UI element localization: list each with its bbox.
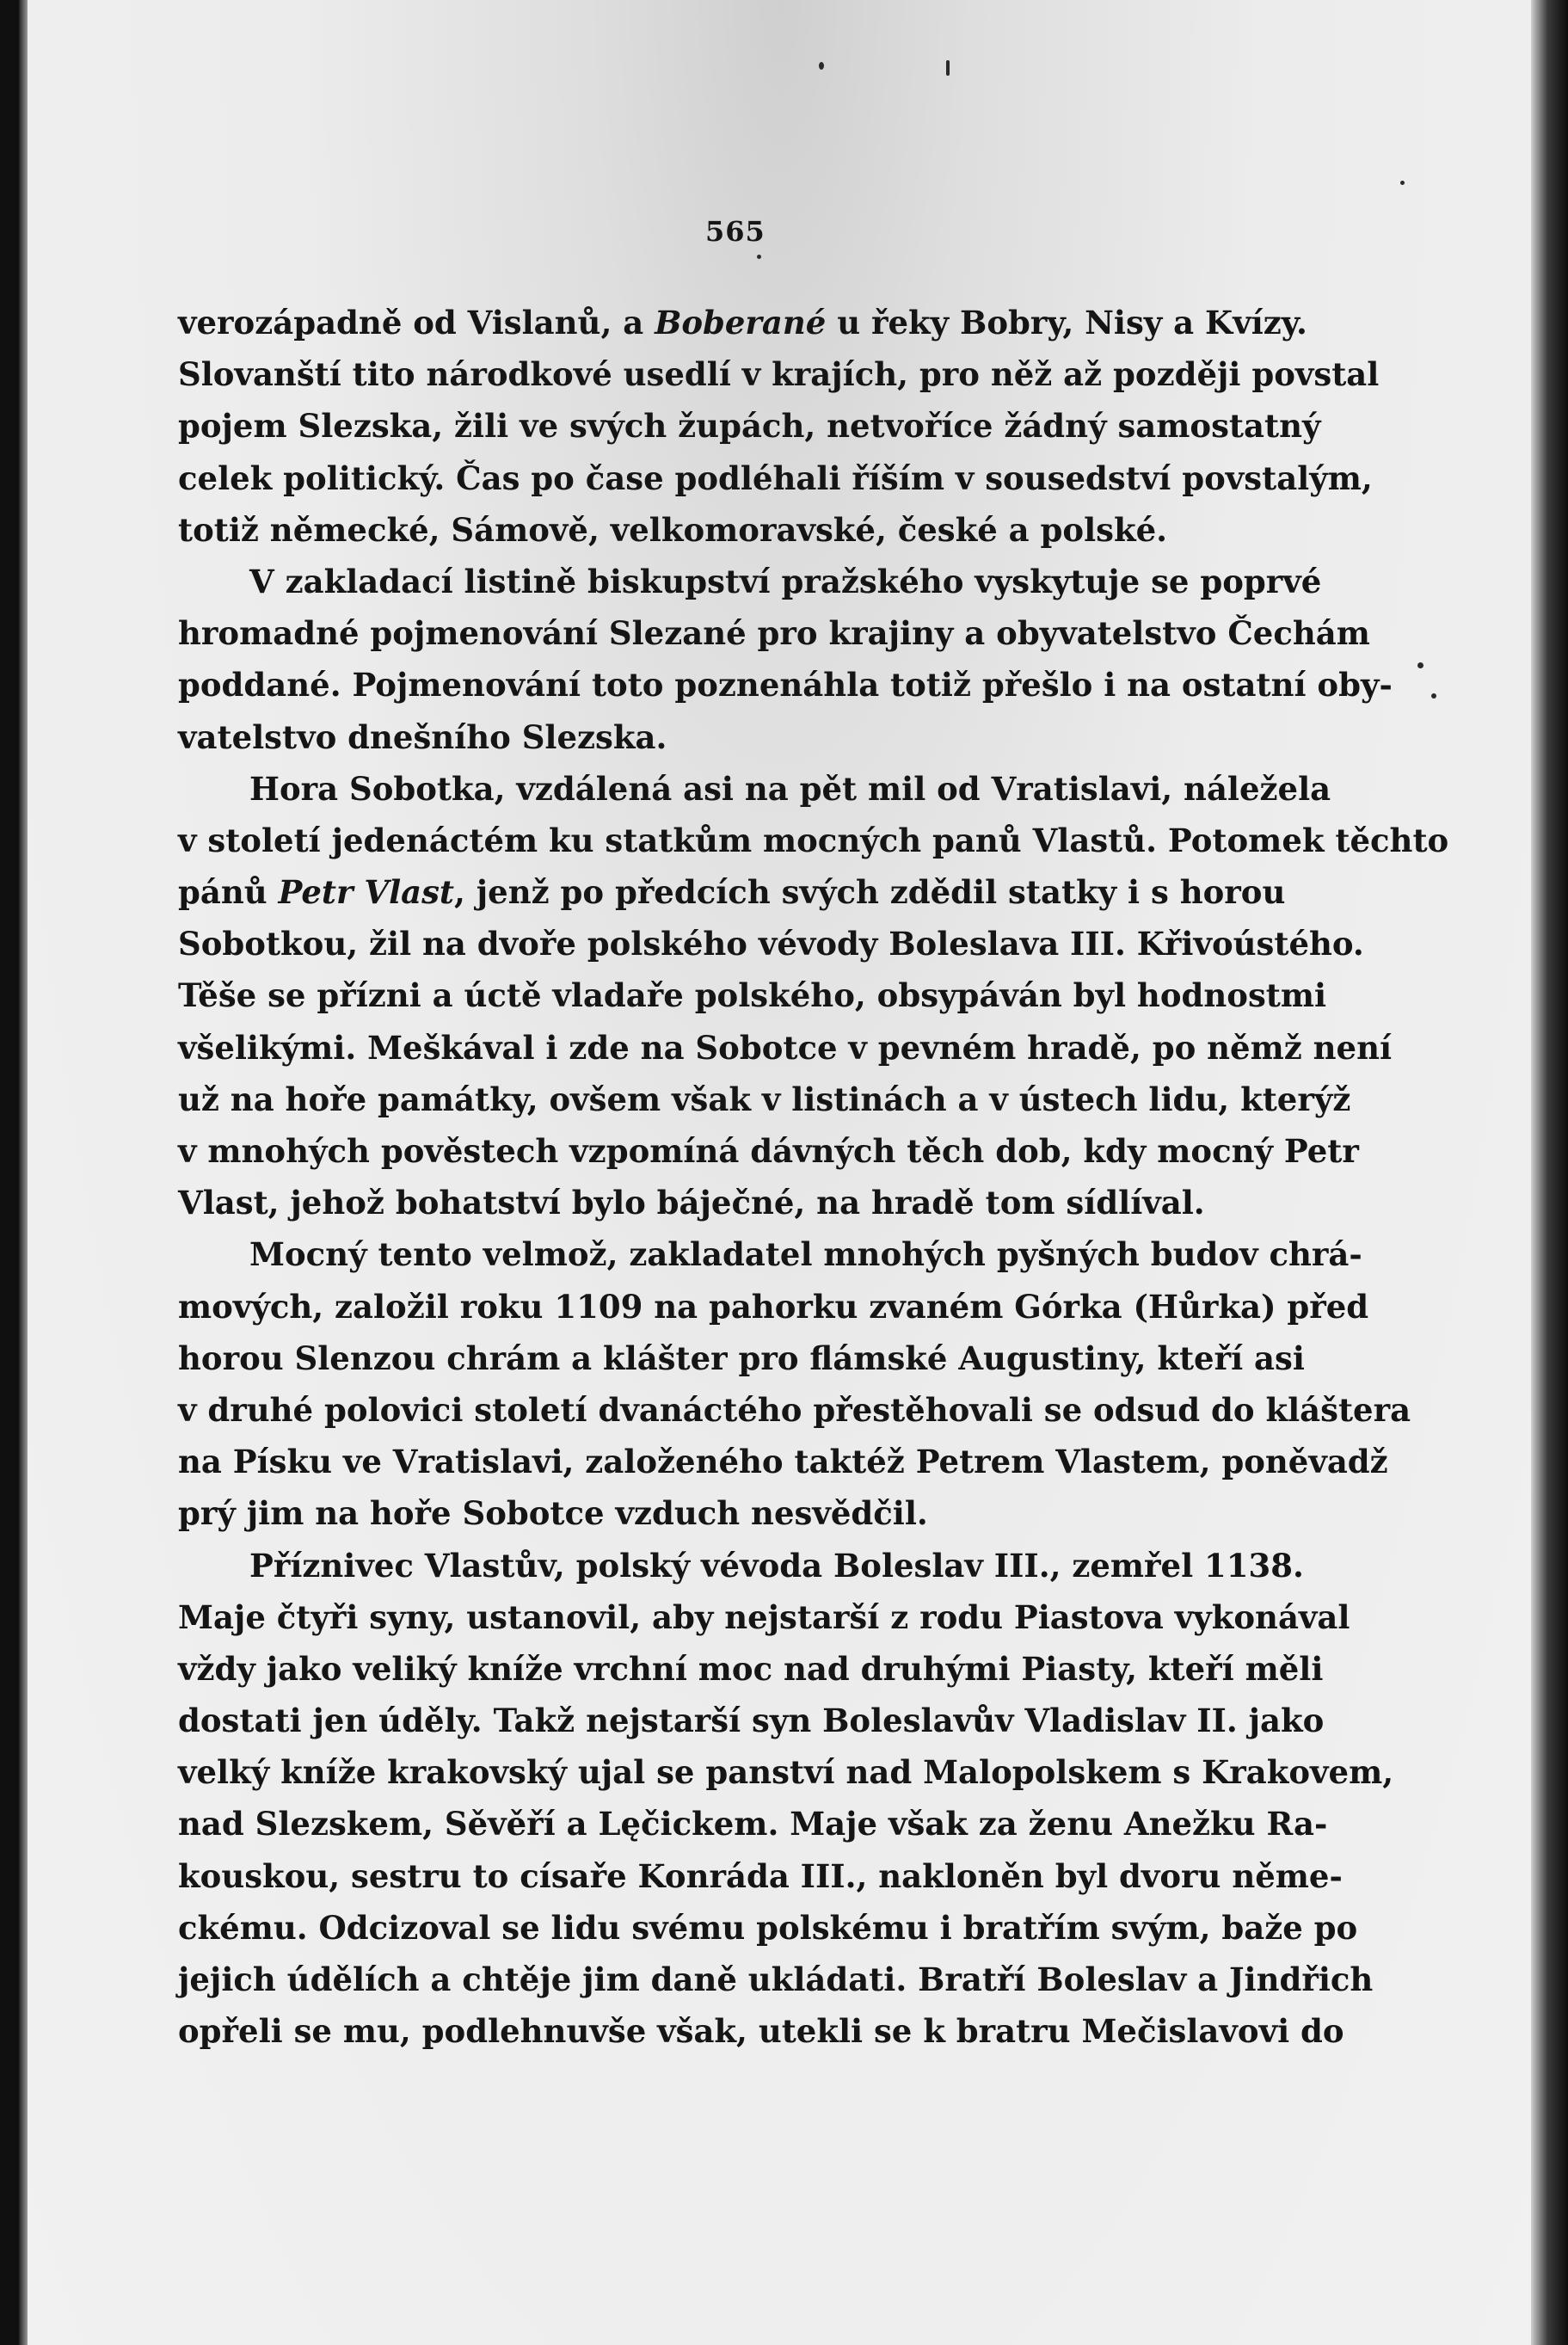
page-left-edge xyxy=(19,0,28,2345)
text-segment: Příznivec Vlastův, polský vévoda Boleslav III., zemřel 1138. xyxy=(249,1546,1304,1585)
scan-speck xyxy=(946,60,950,76)
text-line xyxy=(178,1487,1275,1539)
text-segment: u řeky Bobry, Nisy a Kvízy. xyxy=(826,304,1307,342)
text-line xyxy=(178,969,1327,1021)
text-line xyxy=(178,400,1321,452)
italic-name: Boberané xyxy=(655,304,827,342)
text-segment: kouskou, sestru to císaře Konráda III., nakloněn byl dvoru něme- xyxy=(178,1856,1343,1895)
text-line xyxy=(178,348,1380,400)
scan-speck xyxy=(1400,181,1405,185)
text-line xyxy=(178,1281,1369,1333)
text-segment: poddané. Pojmenování toto poznenáhla totiž přešlo i na ostatní oby- xyxy=(178,666,1393,705)
text-line xyxy=(178,1333,1305,1384)
text-segment: už na hoře památky, ovšem však v listinách a v ústech lidu, kterýž xyxy=(178,1080,1351,1118)
text-line xyxy=(178,1746,1394,1798)
text-segment: všelikými. Meškával i zde na Sobotce v pevném hradě, po němž není xyxy=(178,1028,1393,1067)
text-line xyxy=(178,1850,1343,1902)
scan-speck xyxy=(1417,662,1423,668)
text-line xyxy=(178,1177,1275,1228)
body-text xyxy=(178,297,1449,2057)
text-line xyxy=(178,607,1370,659)
text-line xyxy=(178,1384,1411,1436)
text-segment: Těše se přízni a úctě vladaře polského, obsypáván byl hodnostmi xyxy=(178,976,1327,1015)
text-line xyxy=(178,504,1275,556)
text-segment: pojem Slezska, žili ve svých župách, netvoříce žádný samostatný xyxy=(178,407,1321,446)
text-segment: jejich údělích a chtěje jim daně ukládati. Bratří Boleslav a Jindřich xyxy=(178,1960,1374,1998)
scan-speck xyxy=(757,255,761,259)
italic-name: Petr Vlast xyxy=(278,873,455,912)
text-segment: nad Slezskem, Sěvěří a Lęčickem. Maje však za ženu Anežku Ra- xyxy=(178,1805,1328,1843)
text-line xyxy=(178,1436,1388,1487)
text-segment: v druhé polovici století dvanáctého přestěhovali se odsud do kláštera xyxy=(178,1390,1411,1429)
text-segment: Sobotkou, žil na dvoře polského vévody Boleslava III. Křivoústého. xyxy=(178,925,1364,963)
text-line xyxy=(178,1228,1362,1280)
text-segment: vatelstvo dnešního Slezska. xyxy=(178,717,667,756)
text-segment: vždy jako veliký kníže vrchní moc nad druhými Piasty, kteří měli xyxy=(178,1649,1324,1688)
text-segment: Slovanští tito národkové usedlí v krajích, pro něž až později povstal xyxy=(178,355,1380,394)
scan-speck xyxy=(819,62,824,70)
text-line xyxy=(178,1902,1358,1954)
text-line xyxy=(178,1643,1324,1695)
text-segment: mových, založil roku 1109 na pahorku zvaném Górka (Hůrka) před xyxy=(178,1287,1369,1326)
text-line xyxy=(178,297,1307,348)
text-segment: V zakladací listině biskupství pražského vyskytuje se poprvé xyxy=(249,562,1322,600)
text-line xyxy=(178,452,1373,504)
text-segment: velký kníže krakovský ujal se panství nad Malopolskem s Krakovem, xyxy=(178,1753,1394,1792)
text-line xyxy=(178,1591,1350,1643)
text-segment: prý jim na hoře Sobotce vzduch nesvědčil. xyxy=(178,1494,928,1533)
text-segment: Maje čtyři syny, ustanovil, aby nejstarší z rodu Piastova vykonával xyxy=(178,1597,1350,1636)
text-segment: Hora Sobotka, vzdálená asi na pět mil od Vratislavi, náležela xyxy=(249,769,1331,808)
text-segment: verozápadně od Vislanů, a xyxy=(178,304,655,342)
text-segment: opřeli se mu, podlehnuvše však, utekli se k bratru Mečislavovi do xyxy=(178,2012,1344,2051)
text-line xyxy=(178,1022,1393,1074)
text-line xyxy=(178,815,1449,866)
text-line xyxy=(178,1798,1328,1850)
text-segment: totiž německé, Sámově, velkomoravské, české a polské. xyxy=(178,510,1168,549)
text-line xyxy=(178,659,1393,711)
text-line xyxy=(178,918,1364,969)
page-right-edge xyxy=(1531,0,1568,2345)
text-line xyxy=(178,2005,1344,2057)
page-number: 565 xyxy=(705,215,766,248)
text-line xyxy=(178,866,1286,918)
scan-speck xyxy=(1431,693,1436,699)
text-line xyxy=(178,763,1331,815)
text-line xyxy=(178,1074,1351,1125)
text-segment: dostati jen úděly. Takž nejstarší syn Boleslavův Vladislav II. jako xyxy=(178,1702,1325,1740)
text-segment: Vlast, jehož bohatství bylo báječné, na hradě tom sídlíval. xyxy=(178,1184,1205,1222)
text-segment: Mocný tento velmož, zakladatel mnohých pyšných budov chrá- xyxy=(249,1235,1362,1274)
text-segment: v století jedenáctém ku statkům mocných panů Vlastů. Potomek těchto xyxy=(178,821,1449,859)
text-segment: v mnohých pověstech vzpomíná dávných těch dob, kdy mocný Petr xyxy=(178,1132,1359,1170)
text-segment: ckému. Odcizoval se lidu svému polskému i bratřím svým, baže po xyxy=(178,1908,1358,1947)
text-segment: na Písku ve Vratislavi, založeného taktéž Petrem Vlastem, poněvadž xyxy=(178,1443,1388,1481)
text-line xyxy=(178,1954,1374,2005)
text-line xyxy=(178,1125,1359,1177)
text-segment: horou Slenzou chrám a klášter pro flámské Augustiny, kteří asi xyxy=(178,1339,1305,1377)
text-line xyxy=(178,1695,1325,1746)
text-segment: hromadné pojmenování Slezané pro krajiny a obyvatelstvo Čechám xyxy=(178,614,1370,653)
text-line xyxy=(178,1540,1304,1591)
text-line xyxy=(178,556,1322,607)
text-segment: pánů xyxy=(178,873,279,912)
text-segment: celek politický. Čas po čase podléhali říším v sousedství povstalým, xyxy=(178,459,1373,497)
text-segment: , jenž po předcích svých zdědil statky i s horou xyxy=(454,873,1286,912)
text-line xyxy=(178,711,1275,763)
